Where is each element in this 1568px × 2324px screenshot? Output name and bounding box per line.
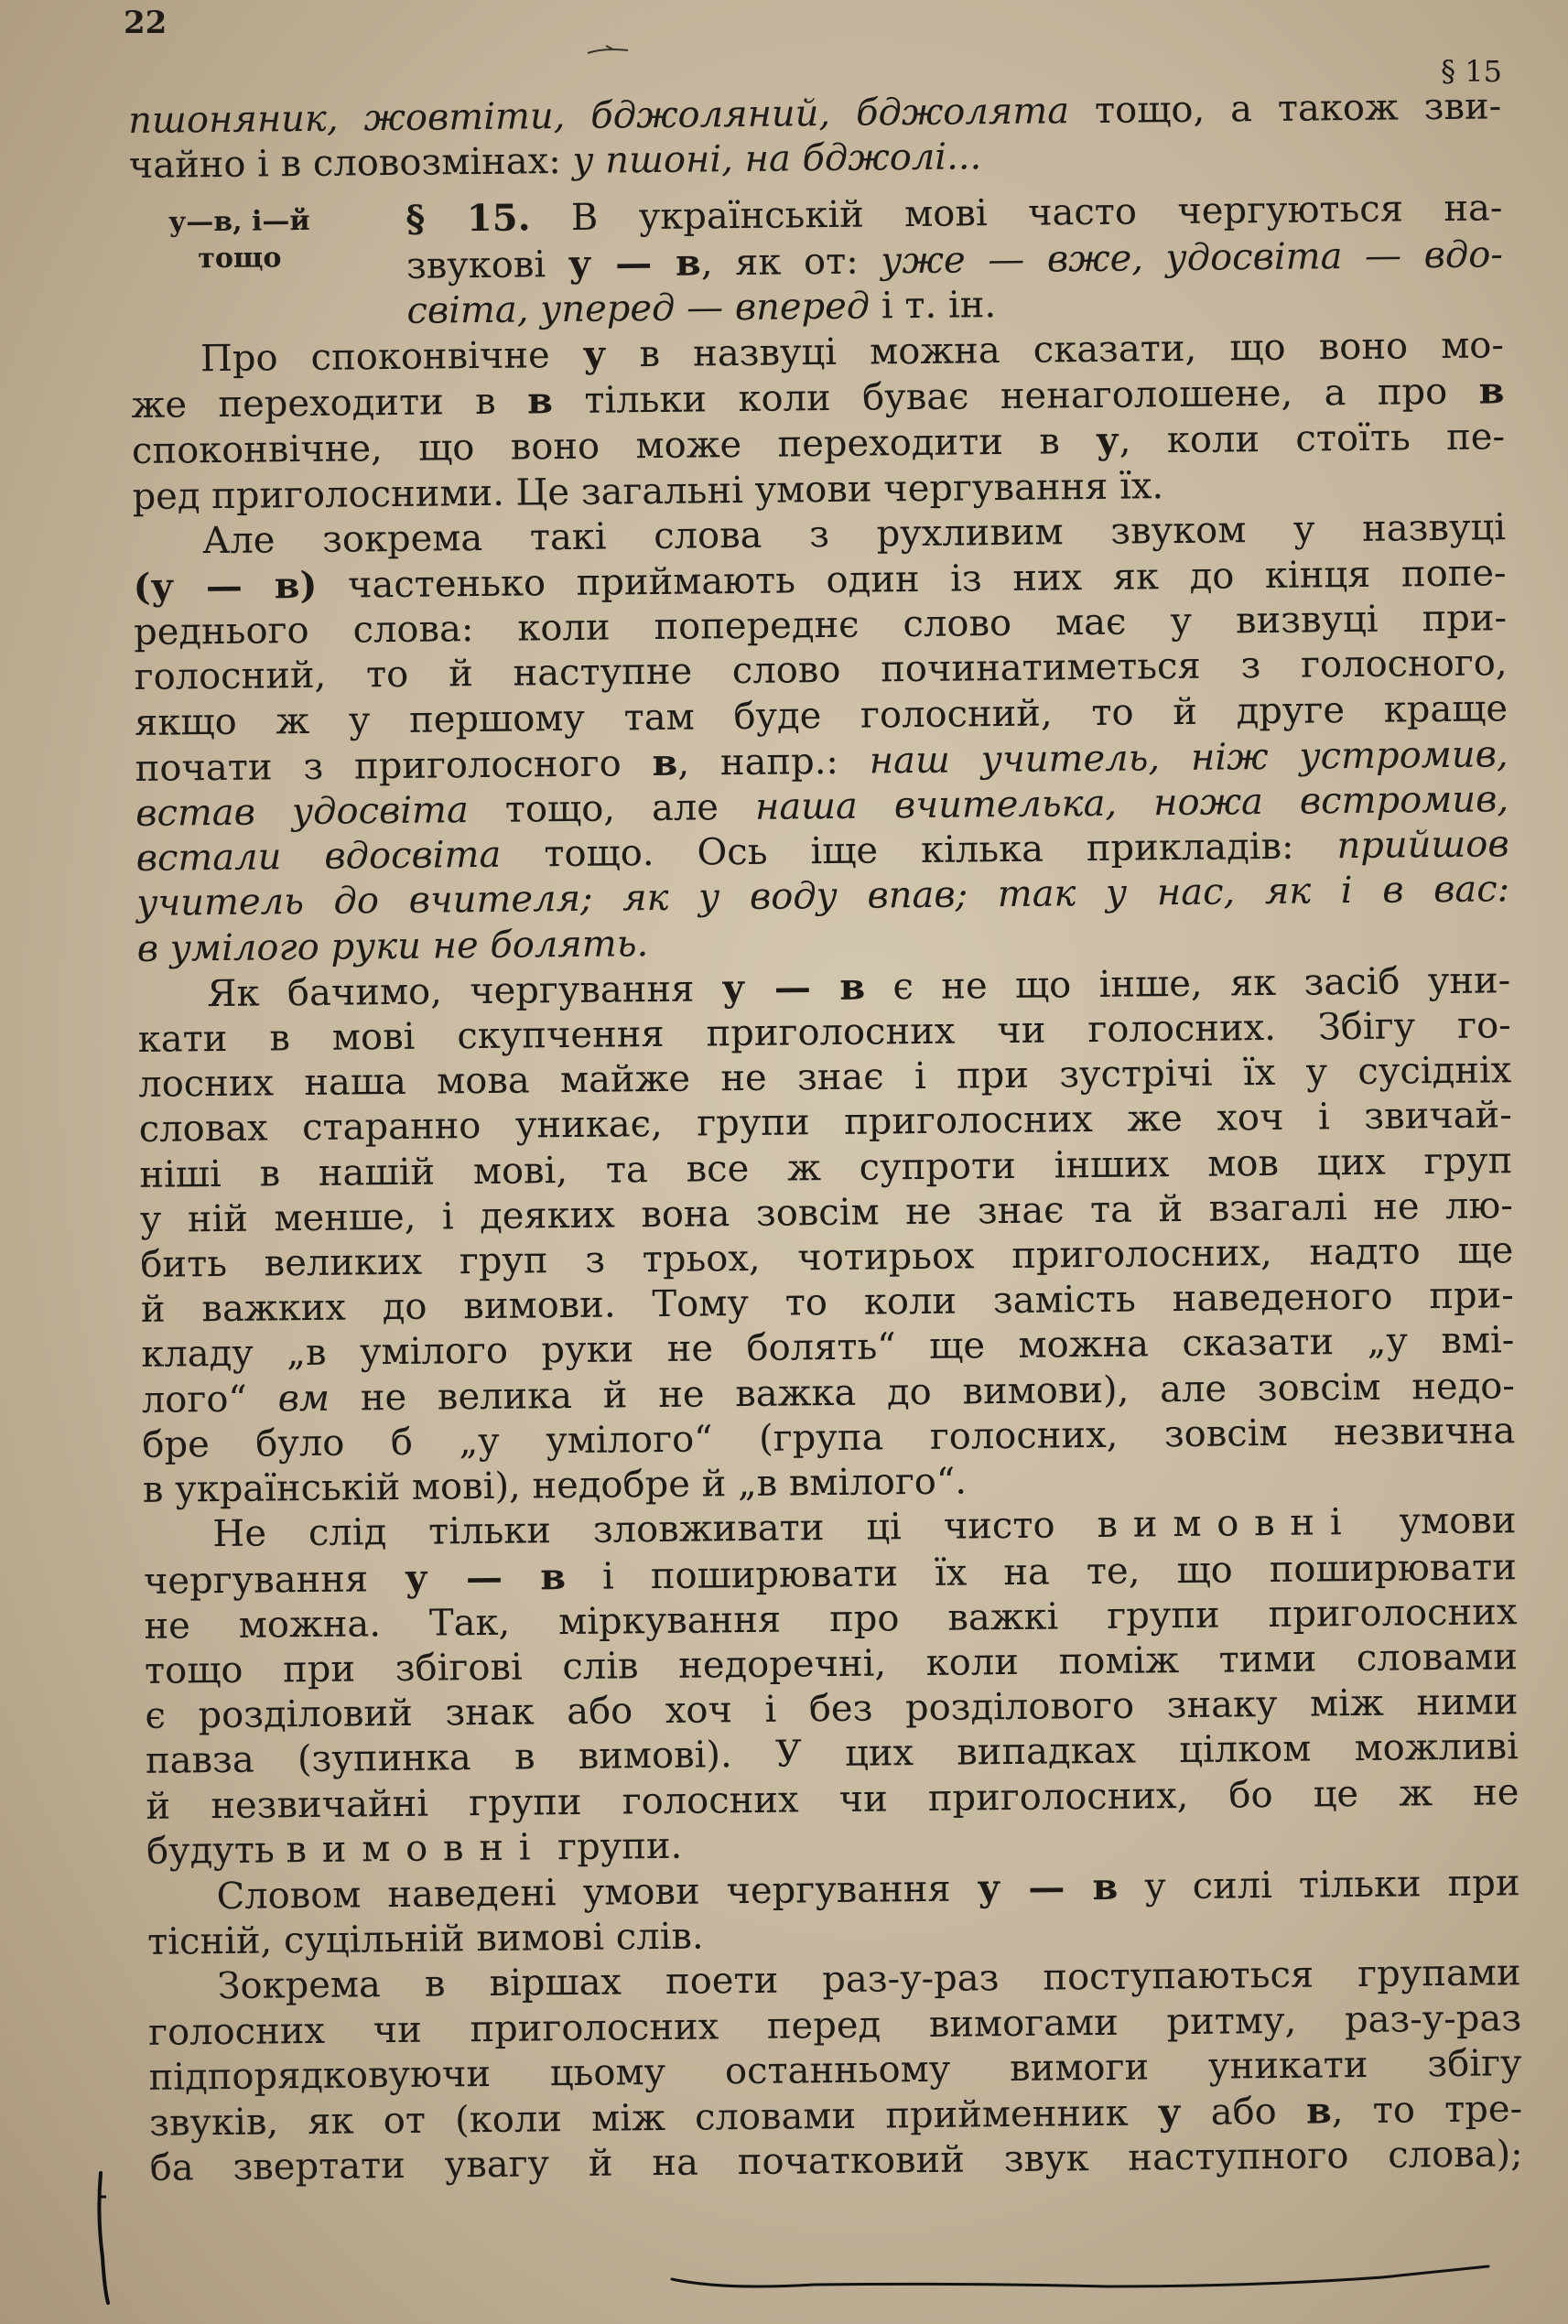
text-span: підпорядковуючи цьому останньому вимоги уникати збігу <box>148 2041 1522 2099</box>
text-span: , як от: <box>700 240 881 285</box>
text-span: , то тре- <box>1331 2088 1523 2133</box>
margin-note-line: у—в, і—й <box>168 205 310 239</box>
text-span: почати з приголосного <box>135 741 653 790</box>
text-span: якщо ж у першому там буде голосний, то й друге краще <box>134 686 1509 744</box>
italic-words: уже — вже, удосвіта — вдо- <box>881 232 1504 283</box>
section-title: § 15. <box>406 196 531 242</box>
italic-words: вм <box>277 1377 330 1421</box>
italic-words: у пшоні, на бджолі... <box>572 135 982 183</box>
text-span: не велика й не важка до вимови), але зовсім недо- <box>329 1364 1516 1420</box>
text-span: Як бачимо, чергування <box>207 967 722 1016</box>
page-body <box>128 84 1523 2191</box>
text-span: в назвуці можна сказати, що воно мо- <box>606 324 1505 376</box>
text-span: у силі тільки при <box>1118 1862 1520 1908</box>
margin-note-line: тощо <box>198 242 282 276</box>
text-span: лосних наша мова майже не знає і при зустрічі їх у сусідніх <box>138 1049 1512 1107</box>
text-span: бить великих груп з трьох, чотирьох приголосних, надто ще <box>140 1229 1514 1287</box>
text-span: є не що інше, як засіб уни- <box>864 959 1511 1009</box>
text-span: групи. <box>546 1824 683 1869</box>
text-span: лого“ <box>141 1378 278 1421</box>
bold-letters: у — в <box>721 965 866 1011</box>
text-span: звуків, як от (коли між словами прийменник <box>148 2092 1159 2145</box>
bold-letters: у <box>1095 419 1120 463</box>
text-span: голосних чи приголосних перед вимогами ритму, раз-у-раз <box>147 1996 1522 2054</box>
text-span: і поширювати їх на те, що поширювати <box>565 1545 1518 1598</box>
text-span: споконвічне, що воно може переходити в <box>131 420 1097 473</box>
text-span: тощо. Ось іще кілька прикладів: <box>501 825 1337 877</box>
bold-letters: у <box>582 332 607 376</box>
text-span: Але зокрема такі слова з рухливим звуком у назвуці <box>201 506 1507 563</box>
italic-words: світа, уперед — вперед <box>406 285 871 332</box>
text-span: ред приголосними. Це загальні умови чергування їх. <box>132 464 1164 518</box>
text-span: в українській мові), недобре й „в вмілого“. <box>142 1460 968 1512</box>
spaced-word: вимовні <box>286 1826 546 1872</box>
bold-letters: у — в <box>977 1865 1119 1910</box>
text-span: будуть <box>146 1829 287 1873</box>
text-span: тісній, суцільній вимові слів. <box>146 1915 704 1964</box>
text-span: Зокрема в віршах поети раз-у-раз поступаються групами <box>217 1951 1521 2008</box>
page-number: 22 <box>124 5 168 41</box>
text-span: тощо, а також зви- <box>1068 85 1502 133</box>
text-span: тощо при збігові слів недоречні, коли поміж тими словами <box>144 1636 1519 1692</box>
bold-letters: в <box>652 740 678 784</box>
text-span: умови <box>1357 1499 1517 1544</box>
text-span: ба звертати увагу й на початковий звук наступного слова); <box>149 2133 1523 2190</box>
italic-words: в умілого руки не болять. <box>136 922 649 970</box>
text-span: тільки коли буває ненаголошене, а про <box>552 370 1479 423</box>
italic-words: наш учитель, ніж устромив, <box>869 733 1509 783</box>
bold-letters: в <box>1305 2089 1333 2133</box>
italic-words: пшоняник, жовтіти, бджоляний, бджолята <box>128 90 1070 142</box>
text-span: бре було б „у умілого“ (група голосних, зовсім незвична <box>142 1410 1516 1466</box>
text-span: словах старанно уникає, групи приголосних же хоч і звичай- <box>138 1094 1512 1151</box>
text-span: звукові <box>406 243 569 287</box>
bold-letters: у <box>1157 2091 1182 2135</box>
text-span: Словом наведені умови чергування <box>216 1867 978 1919</box>
text-span: чайно і в словозмінах: <box>128 140 573 188</box>
text-span: і т. ін. <box>869 283 997 328</box>
section-15 <box>129 186 1503 337</box>
margin-note <box>120 203 359 279</box>
bold-letters: (у — в) <box>133 563 318 610</box>
running-head: § 15 <box>1441 54 1502 89</box>
italic-words: прийшов <box>1336 823 1509 868</box>
handwritten-margin-mark <box>93 2169 126 2307</box>
text-span: частенько приймають один із них як до кінця попе- <box>317 552 1507 607</box>
bold-letters: у — в <box>568 241 702 286</box>
text-span: , напр.: <box>677 740 870 784</box>
italic-words: учитель до вчителя; як у воду впав; так у нас, як і в вас: <box>135 868 1510 925</box>
handwritten-underline <box>668 2259 1492 2296</box>
italic-words: наша вчителька, ножа встромив, <box>754 778 1509 828</box>
spaced-word: вимовні <box>1097 1501 1357 1547</box>
italic-words: встали вдосвіта <box>135 834 502 881</box>
text-span: або <box>1181 2090 1307 2135</box>
text-span: у ній менше, і деяких вона зовсім не знає та й взагалі не лю- <box>139 1184 1513 1241</box>
text-span: голосний, то й наступне слово починатиметься з голосного, <box>134 642 1508 699</box>
text-span: , коли стоїть пе- <box>1119 416 1506 463</box>
text-span: й незвичайні групи голосних чи приголосних, бо це ж не <box>146 1770 1519 1828</box>
text-span: В українській мові часто чергуються на- <box>530 187 1503 240</box>
bold-letters: у — в <box>404 1554 567 1600</box>
bold-letters: в <box>526 379 554 423</box>
bold-letters: в <box>1478 369 1505 413</box>
italic-words: встав удосвіта <box>135 789 470 836</box>
text-span: й важких до вимови. Тому то коли замість наведеного при- <box>140 1274 1515 1332</box>
text-span: Не слід тільки зловживати ці чисто <box>212 1504 1098 1556</box>
text-span: кладу „в умілого руки не болять“ ще можна сказати „у вмі- <box>141 1319 1515 1377</box>
text-span: Про споконвічне <box>200 333 584 381</box>
text-span: ніші в нашій мові, та все ж супроти інших мов цих груп <box>139 1139 1513 1196</box>
text-span: чергування <box>143 1557 406 1603</box>
text-span: реднього слова: коли попереднє слово має у визвуці при- <box>133 597 1508 654</box>
text-span: же переходити в <box>131 380 528 427</box>
text-span: павза (зупинка в вимові). У цих випадках цілком можливі <box>145 1725 1519 1783</box>
text-span: не можна. Так, міркування про важкі групи приголосних <box>144 1590 1518 1648</box>
text-span: тощо, але <box>468 785 756 832</box>
text-span: є розділовий знак або хоч і без розділового знаку між ними <box>145 1681 1519 1738</box>
print-mark <box>586 42 632 59</box>
text-span: кати в мові скупчення приголосних чи голосних. Збігу го- <box>137 1004 1511 1062</box>
